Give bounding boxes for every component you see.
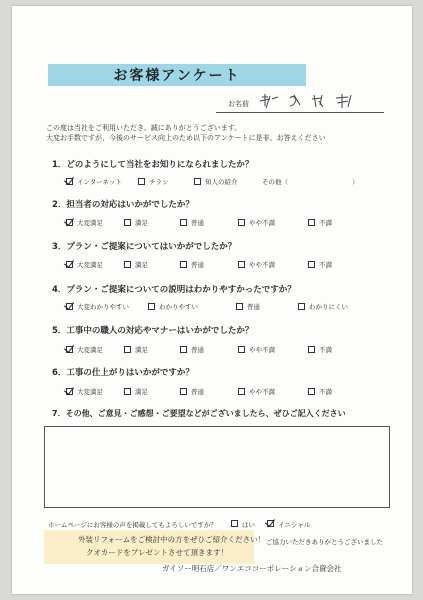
option-very-satisfied[interactable]: 大変満足 xyxy=(66,387,103,396)
handwritten-name-signature xyxy=(256,91,366,111)
option-normal[interactable]: 普通 xyxy=(236,302,260,311)
checkbox[interactable] xyxy=(66,261,73,268)
referral-message: 外装リフォームをご検討中の方をぜひご紹介ください！ xyxy=(78,535,266,544)
option-satisfied[interactable]: 満足 xyxy=(124,345,148,354)
company-name: ガイソー明石店／ワンエココーポレーション合資会社 xyxy=(162,564,342,573)
option-flyer[interactable]: チラシ xyxy=(138,177,169,186)
checkbox[interactable] xyxy=(308,261,315,268)
checkbox[interactable] xyxy=(66,178,73,185)
option-normal[interactable]: 普通 xyxy=(180,218,204,227)
name-label: お名前 xyxy=(228,100,249,108)
question-3: 3．プラン・ご提案についてはいかがでしたか？ xyxy=(52,242,237,252)
checkbox[interactable] xyxy=(236,303,243,310)
checkbox[interactable] xyxy=(238,219,245,226)
checkbox[interactable] xyxy=(308,388,315,395)
intro-line-2: 大変お手数ですが、今後のサービス向上のため以下のアンケートに是非、お答えください xyxy=(46,134,326,142)
comment-textarea[interactable] xyxy=(44,426,390,508)
thanks-text: ご協力いただきありがとうございました xyxy=(266,538,383,546)
checkbox[interactable] xyxy=(124,261,131,268)
checkbox[interactable] xyxy=(124,346,131,353)
intro-line-1: この度は当社をご利用いただき、誠にありがとうございます。 xyxy=(46,124,242,132)
question-5: 5．工事中の職人の対応やマナーはいかがでしたか？ xyxy=(52,326,254,336)
hp-option-initials: イニシャル xyxy=(278,521,311,529)
option-satisfied[interactable]: 満足 xyxy=(124,218,148,227)
checkbox[interactable] xyxy=(180,346,187,353)
checkbox-yes[interactable] xyxy=(231,520,238,527)
checkbox[interactable] xyxy=(66,219,73,226)
option-referral[interactable]: 知人の紹介 xyxy=(194,177,238,186)
option-satisfied[interactable]: 満足 xyxy=(124,387,148,396)
question-6: 6．工事の仕上がりはいかがですか？ xyxy=(52,368,194,378)
hp-consent-question: ホームページにお客様の声を掲載してもよろしいですか？ xyxy=(48,521,217,529)
option-slightly-dissatisfied[interactable]: やや不満 xyxy=(238,345,275,354)
checkbox-initials[interactable] xyxy=(267,520,274,527)
question-7: 7．その他、ご意見・ご感想・ご要望などがございましたら、ぜひご記入ください xyxy=(52,409,346,418)
checkbox[interactable] xyxy=(138,178,145,185)
checkbox[interactable] xyxy=(194,178,201,185)
option-normal[interactable]: 普通 xyxy=(180,387,204,396)
checkbox[interactable] xyxy=(66,388,73,395)
quocard-message: クオカードをプレゼントさせて頂きます！ xyxy=(86,548,228,557)
checkbox[interactable] xyxy=(148,303,155,310)
checkbox[interactable] xyxy=(180,388,187,395)
checkbox[interactable] xyxy=(66,346,73,353)
option-normal[interactable]: 普通 xyxy=(180,260,204,269)
option-other[interactable]: その他（ xyxy=(262,178,288,186)
option-dissatisfied[interactable]: 不満 xyxy=(308,218,332,227)
option-dissatisfied[interactable]: 不満 xyxy=(308,387,332,396)
checkbox[interactable] xyxy=(298,303,305,310)
checkbox[interactable] xyxy=(124,388,131,395)
question-1: 1．どのようにして当社をお知りになられましたか？ xyxy=(52,160,254,170)
option-normal[interactable]: 普通 xyxy=(180,345,204,354)
option-very-satisfied[interactable]: 大変満足 xyxy=(66,260,103,269)
option-unclear[interactable]: わかりにくい xyxy=(298,302,348,311)
checkbox[interactable] xyxy=(308,219,315,226)
option-slightly-dissatisfied[interactable]: やや不満 xyxy=(238,260,275,269)
question-4: 4．プラン・ご提案についての説明はわかりやすかったですか？ xyxy=(52,285,296,295)
question-2: 2．担当者の対応はいかがでしたか？ xyxy=(52,200,194,210)
option-other-close: ） xyxy=(352,178,359,186)
checkbox[interactable] xyxy=(238,388,245,395)
option-slightly-dissatisfied[interactable]: やや不満 xyxy=(238,218,275,227)
option-clear[interactable]: わかりやすい xyxy=(148,302,198,311)
option-very-satisfied[interactable]: 大変満足 xyxy=(66,345,103,354)
title-band xyxy=(48,64,306,86)
checkbox[interactable] xyxy=(66,303,73,310)
checkbox[interactable] xyxy=(180,261,187,268)
checkbox[interactable] xyxy=(124,219,131,226)
hp-consent-row xyxy=(48,520,310,529)
checkbox[interactable] xyxy=(238,261,245,268)
page-title: お客様アンケート xyxy=(113,68,241,84)
option-slightly-dissatisfied[interactable]: やや不満 xyxy=(238,387,275,396)
checkbox[interactable] xyxy=(308,346,315,353)
name-field xyxy=(216,97,384,113)
checkbox[interactable] xyxy=(180,219,187,226)
option-satisfied[interactable]: 満足 xyxy=(124,260,148,269)
option-dissatisfied[interactable]: 不満 xyxy=(308,345,332,354)
option-dissatisfied[interactable]: 不満 xyxy=(308,260,332,269)
hp-option-yes: はい xyxy=(242,521,256,529)
option-very-clear[interactable]: 大変わかりやすい xyxy=(66,302,129,311)
option-very-satisfied[interactable]: 大変満足 xyxy=(66,218,103,227)
option-internet[interactable]: インターネット xyxy=(66,177,122,186)
checkbox[interactable] xyxy=(238,346,245,353)
